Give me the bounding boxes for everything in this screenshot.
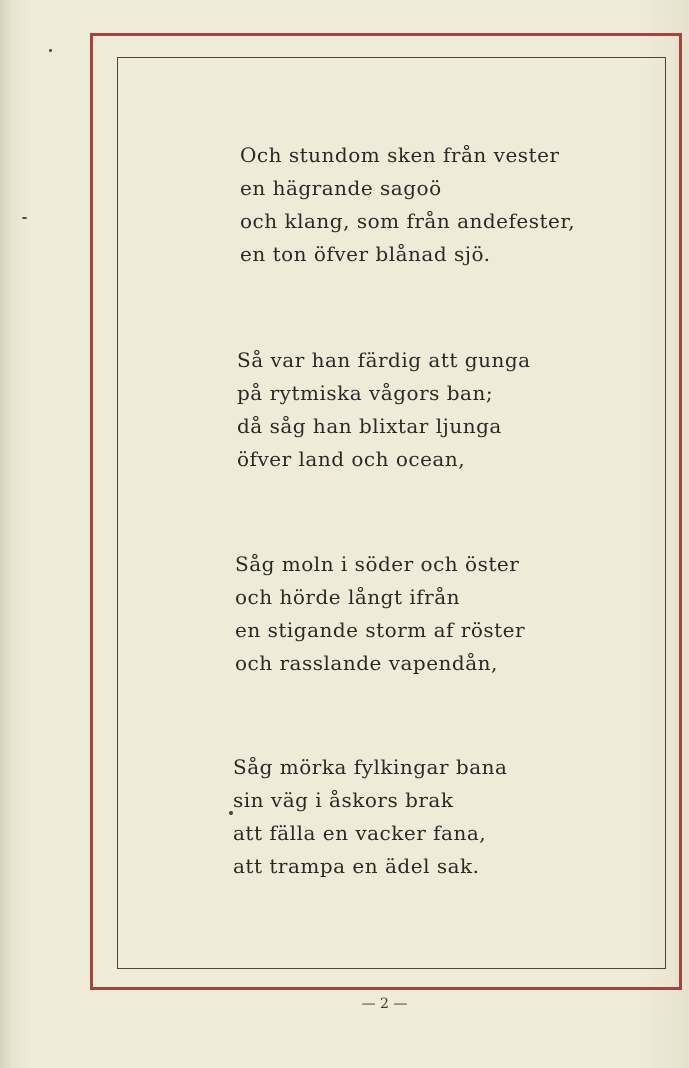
poem-line: en stigande storm af röster bbox=[235, 618, 526, 642]
poem-line: sin väg i åskors brak bbox=[233, 788, 454, 812]
poem-line: Såg moln i söder och öster bbox=[235, 552, 520, 576]
poem-line: och klang, som från andefester, bbox=[240, 209, 576, 233]
poem-line: på rytmiska vågors ban; bbox=[237, 381, 494, 405]
page-number: — 2 — bbox=[361, 996, 408, 1012]
stanza-2 bbox=[237, 344, 531, 476]
poem-line: och hörde långt ifrån bbox=[235, 585, 461, 609]
poem-line: att fälla en vacker fana, bbox=[233, 821, 487, 845]
poem-line: Såg mörka fylkingar bana bbox=[233, 755, 508, 779]
stanza-1 bbox=[240, 139, 575, 271]
poem-line: då såg han blixtar ljunga bbox=[237, 414, 502, 438]
poem-line: Och stundom sken från vester bbox=[240, 143, 560, 167]
poem-line: en ton öfver blånad sjö. bbox=[240, 242, 491, 266]
stanza-3 bbox=[235, 548, 525, 680]
poem-line: Så var han färdig att gunga bbox=[237, 348, 531, 372]
stanza-4 bbox=[233, 751, 507, 883]
poem-line: en hägrande sagoö bbox=[240, 176, 442, 200]
poem-line: att trampa en ädel sak. bbox=[233, 854, 480, 878]
poem-line: och rasslande vapendån, bbox=[235, 651, 498, 675]
poem-line: öfver land och ocean, bbox=[237, 447, 466, 471]
